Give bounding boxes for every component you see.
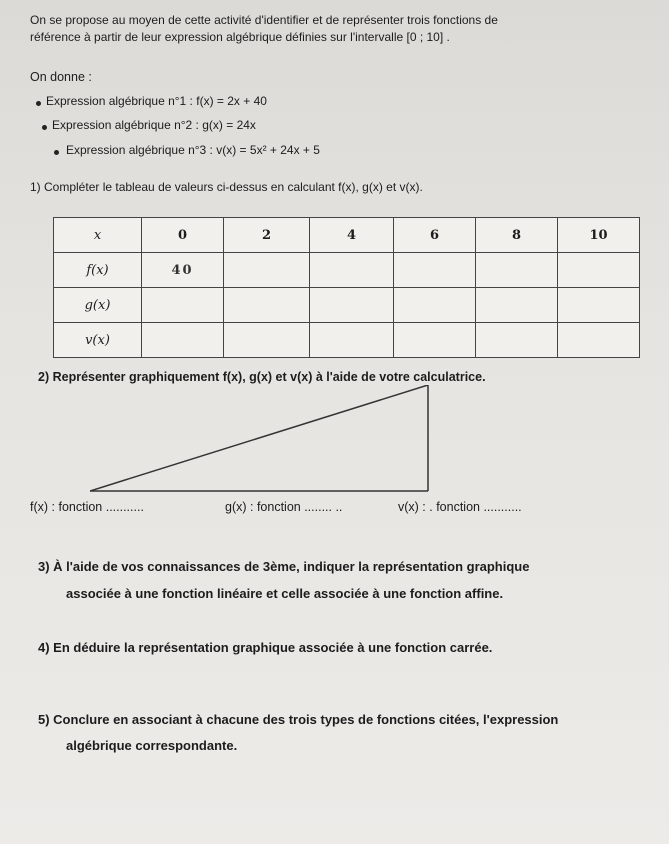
expression-3	[66, 143, 320, 157]
label-f-function: f(x) : fonction ...........	[30, 500, 144, 514]
intro-line-1: On se propose au moyen de cette activité d'identifier et de représenter trois fonctions de	[30, 13, 498, 27]
table-row-v	[54, 323, 640, 358]
table-cell[interactable]	[394, 288, 476, 323]
table-cell[interactable]	[476, 253, 558, 288]
table-cell[interactable]	[394, 323, 476, 358]
table-cell[interactable]	[394, 253, 476, 288]
table-header-cell: 2	[224, 218, 310, 253]
label-v-function: v(x) : . fonction ...........	[398, 500, 522, 514]
table-header-cell: 10	[558, 218, 640, 253]
table-cell[interactable]	[224, 253, 310, 288]
table-cell[interactable]	[224, 323, 310, 358]
bullet-icon	[54, 150, 59, 155]
table-row-f	[54, 253, 640, 288]
question-3-line-2: associée à une fonction linéaire et celle associée à une fonction affine.	[66, 586, 504, 601]
question-3-line-1: 3) À l'aide de vos connaissances de 3ème, indiquer la représentation graphique	[38, 559, 530, 574]
expression-1-label: Expression algébrique n°1 :	[46, 94, 193, 108]
table-cell[interactable]	[476, 323, 558, 358]
bullet-icon	[42, 125, 47, 130]
table-row-label: f(x)	[54, 253, 142, 288]
table-header-row	[54, 218, 640, 253]
table-row-label: g(x)	[54, 288, 142, 323]
table-cell[interactable]	[558, 288, 640, 323]
expression-2-label: Expression algébrique n°2 :	[52, 118, 199, 132]
given-heading: On donne :	[30, 70, 92, 84]
question-2: 2) Représenter graphiquement f(x), g(x) et v(x) à l'aide de votre calculatrice.	[38, 370, 486, 384]
table-header-cell: 4	[310, 218, 394, 253]
graph-sketch	[90, 385, 435, 495]
expression-2-formula: g(x) = 24x	[202, 118, 256, 132]
table-cell[interactable]	[476, 288, 558, 323]
question-5-line-1: 5) Conclure en associant à chacune des trois types de fonctions citées, l'expression	[38, 712, 559, 727]
table-header-x: x	[54, 218, 142, 253]
table-cell[interactable]	[224, 288, 310, 323]
graph-diagonal	[90, 385, 428, 491]
table-row-g	[54, 288, 640, 323]
table-header-cell: 0	[142, 218, 224, 253]
table-cell[interactable]	[310, 288, 394, 323]
table-cell[interactable]	[558, 323, 640, 358]
table-cell[interactable]	[310, 253, 394, 288]
expression-3-label: Expression algébrique n°3 :	[66, 143, 213, 157]
table-cell[interactable]	[142, 288, 224, 323]
table-row-label: v(x)	[54, 323, 142, 358]
expression-3-formula: v(x) = 5x² + 24x + 5	[216, 143, 320, 157]
values-table	[53, 217, 640, 358]
label-g-function: g(x) : fonction ........ ..	[225, 500, 343, 514]
table-cell-handwritten[interactable]: 40	[142, 253, 224, 288]
question-5-line-2: algébrique correspondante.	[66, 738, 238, 753]
bullet-icon	[36, 101, 41, 106]
table-header-cell: 8	[476, 218, 558, 253]
intro-line-2: référence à partir de leur expression algébrique définies sur l'intervalle [0 ; 10] .	[30, 30, 450, 44]
expression-2	[52, 118, 256, 132]
table-cell[interactable]	[142, 323, 224, 358]
expression-1-formula: f(x) = 2x + 40	[196, 94, 267, 108]
expression-1	[46, 94, 267, 108]
table-cell[interactable]	[310, 323, 394, 358]
table-cell[interactable]	[558, 253, 640, 288]
question-4: 4) En déduire la représentation graphique associée à une fonction carrée.	[38, 640, 493, 655]
table-header-cell: 6	[394, 218, 476, 253]
question-1: 1) Compléter le tableau de valeurs ci-dessus en calculant f(x), g(x) et v(x).	[30, 180, 423, 194]
